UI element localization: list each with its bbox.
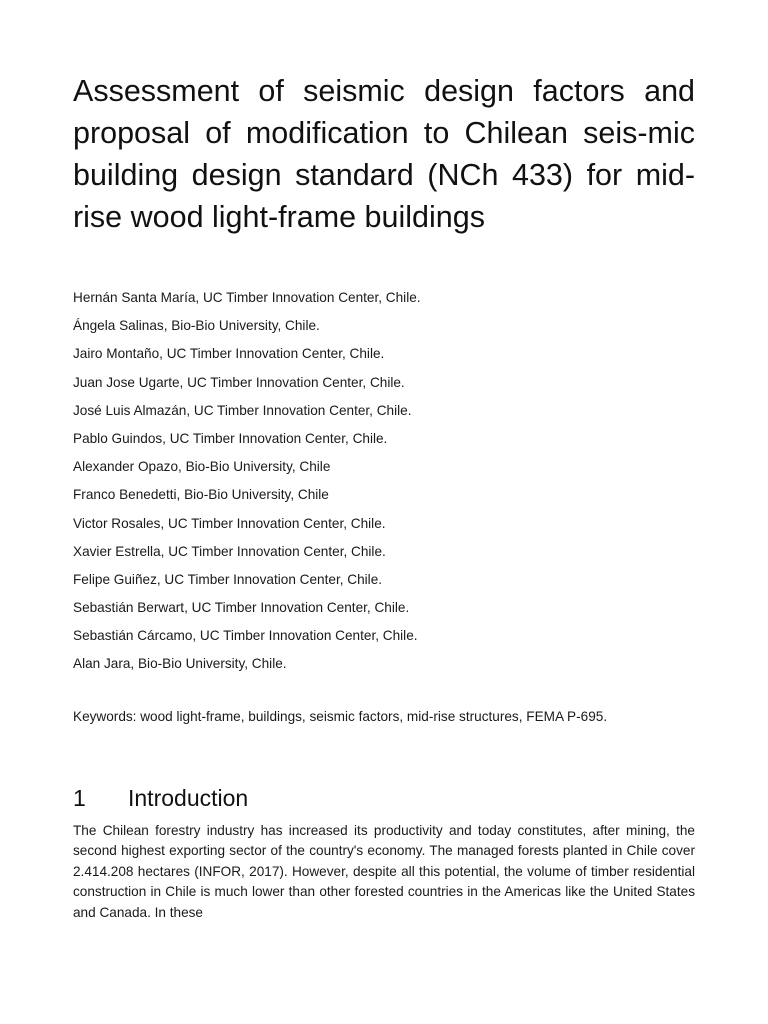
author-line: Xavier Estrella, UC Timber Innovation Center, Chile. [73, 543, 386, 559]
author-line: José Luis Almazán, UC Timber Innovation Center, Chile. [73, 402, 412, 418]
section-title: Introduction [128, 785, 249, 811]
author-line: Victor Rosales, UC Timber Innovation Center, Chile. [73, 515, 386, 531]
author-line: Alexander Opazo, Bio-Bio University, Chile [73, 459, 331, 475]
author-line: Sebastián Cárcamo, UC Timber Innovation Center, Chile. [73, 628, 418, 644]
author-list [73, 284, 695, 679]
author-line: Hernán Santa María, UC Timber Innovation Center, Chile. [73, 290, 421, 305]
author-line: Ángela Salinas, Bio-Bio University, Chile. [73, 318, 320, 334]
author-line: Alan Jara, Bio-Bio University, Chile. [73, 656, 287, 672]
introduction-paragraph: The Chilean forestry industry has increased its productivity and today constitutes, after mining, the second highest exporting sector of the country's economy. The managed forests planted in Chile cover 2.414.208 hectares (INFOR, 2017). However, despite all this potential, the volume of timber residential construction in Chile is much lower than other forested countries in the Americas like the United States and Canada. In these [73, 823, 695, 920]
author-line: Pablo Guindos, UC Timber Innovation Center, Chile. [73, 430, 388, 446]
keywords-paragraph: Keywords: wood light-frame, buildings, seismic factors, mid-rise structures, FEMA P-695. [73, 709, 608, 724]
section-heading [73, 782, 695, 814]
paper-title: Assessment of seismic design factors and proposal of modification to Chilean seis-mic building design standard (NCh 433) for mid-rise wood light-frame buildings [73, 74, 695, 234]
author-line: Felipe Guiñez, UC Timber Innovation Center, Chile. [73, 571, 383, 587]
author-line: Jairo Montaño, UC Timber Innovation Center, Chile. [73, 346, 385, 362]
author-line: Juan Jose Ugarte, UC Timber Innovation Center, Chile. [73, 374, 405, 390]
author-line: Sebastián Berwart, UC Timber Innovation Center, Chile. [73, 600, 410, 616]
author-line: Franco Benedetti, Bio-Bio University, Chile [73, 487, 329, 503]
section-number: 1 [73, 785, 86, 811]
